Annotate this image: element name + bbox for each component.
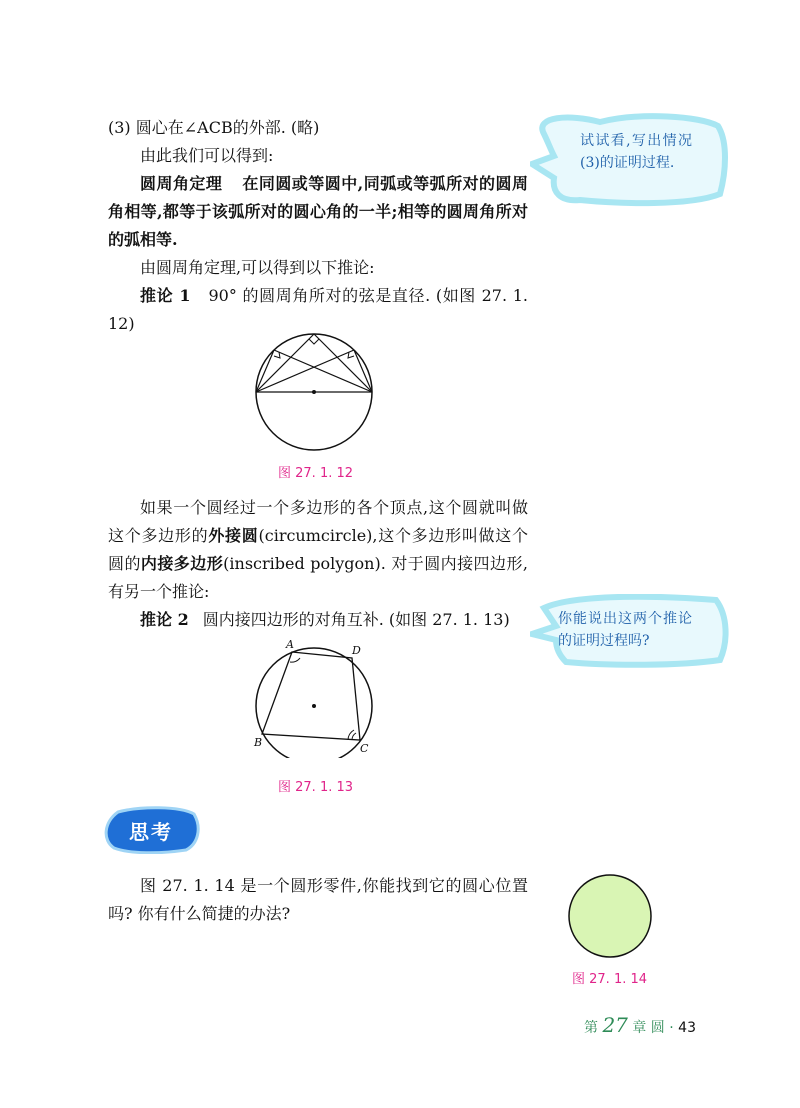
thus-line: 由此我们可以得到: (140, 146, 274, 165)
figure-27-1-14 (566, 872, 656, 962)
theorem (108, 170, 528, 254)
figure-27-1-13-caption: 图 27. 1. 13 (278, 780, 354, 795)
figure-27-1-12 (250, 330, 380, 454)
theorem-body: 在同圆或等圆中,同弧或等弧所对的圆周角相等,都等于该弧所对的圆心角的一半;相等的圆周角所对的弧相等. (108, 174, 528, 249)
page-footer (584, 1013, 696, 1037)
figure-27-1-13 (248, 638, 382, 758)
side-note-1: 试试看,写出情况(3)的证明过程. (580, 133, 692, 171)
corollary-2-body: 圆内接四边形的对角互补. (如图 27. 1. 13) (202, 610, 510, 629)
think-body: 图 27. 1. 14 是一个圆形零件,你能找到它的圆心位置吗? 你有什么简捷的办法? (108, 876, 528, 923)
deduce-line: 由圆周角定理,可以得到以下推论: (140, 258, 375, 277)
term-inscribed-polygon: 内接多边形 (140, 554, 224, 573)
vertex-label-a: A (286, 638, 294, 651)
corollary-1-body: 90° 的圆周角所对的弦是直径. (如图 27. 1. 12) (108, 286, 528, 333)
term-circumcircle: 外接圆 (208, 526, 259, 545)
chapter-prefix: 第 (584, 1020, 598, 1036)
theorem-title: 圆周角定理 (140, 174, 223, 193)
figure-27-1-14-caption: 图 27. 1. 14 (572, 972, 648, 987)
vertex-label-c: C (360, 742, 369, 755)
corollary-1-label: 推论 1 (140, 286, 191, 305)
vertex-label-b: B (254, 736, 263, 749)
chapter-suffix: 章 圆 · (632, 1020, 674, 1036)
page-number: 43 (678, 1020, 696, 1036)
chapter-number: 27 (602, 1013, 628, 1037)
corollary-2-label: 推论 2 (140, 610, 189, 629)
definition-paragraph: 如果一个圆经过一个多边形的各个顶点,这个圆就叫做这个多边形的外接圆(circumcircle),这个多边形叫做这个圆的内接多边形(inscribed polygon). 对于圆内接四边形,有另一个推论: (108, 498, 528, 601)
corollary-2 (108, 606, 528, 634)
case3-line: (3) 圆心在∠ACB的外部. (略) (108, 118, 320, 137)
think-label: 思考 (129, 820, 173, 844)
side-note-2: 你能说出这两个推论的证明过程吗? (558, 611, 692, 649)
vertex-label-d: D (352, 644, 361, 657)
figure-27-1-12-caption: 图 27. 1. 12 (278, 466, 354, 481)
